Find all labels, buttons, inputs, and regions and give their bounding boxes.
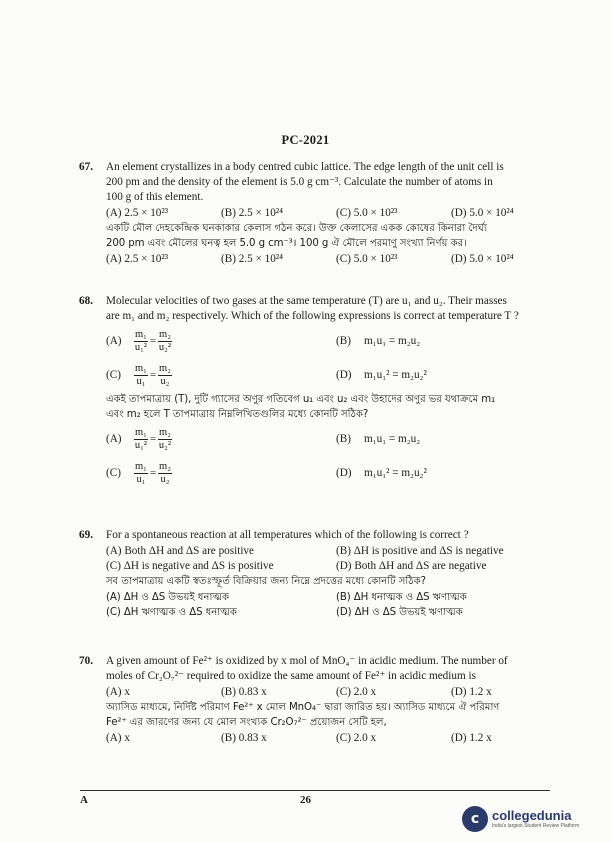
question-68 (79, 294, 549, 490)
question-70 (79, 654, 549, 746)
options-en (106, 544, 549, 574)
option-b: (B) 0.83 x (221, 686, 267, 698)
option-row-ab (106, 324, 549, 358)
question-69 (79, 528, 549, 620)
option-c: (C) $\frac{\text{m₁}}{\text{u₁}}$ = $\frac{\text{m₂}}{\text{u₂}}$ (106, 362, 171, 387)
graduate-cap-icon: c (462, 806, 488, 832)
option-c: (C) 5.0 × 10²³ (336, 253, 398, 265)
question-text-en: moles of Cr₂O₇²⁻ required to oxidize the same amount of Fe²⁺ in acidic medium is (106, 670, 476, 682)
option-b: (B) 2.5 × 10²⁴ (221, 207, 284, 219)
question-text-en: 200 pm and the density of the element is 5.0 g cm⁻³. Calculate the number of atoms in (106, 176, 493, 188)
option-c: (C) $\frac{\text{m₁}}{\text{u₁}}$ = $\frac{\text{m₂}}{\text{u₂}}$ (106, 460, 171, 485)
options-bn (106, 590, 549, 620)
collegedunia-logo (462, 806, 579, 832)
option-a: (A) 2.5 × 10²³ (106, 207, 169, 219)
question-text-bn: একই তাপমাত্রায় (T), দুটি গ্যাসের অণুর গতিবেগ u₁ এবং u₂ এবং উহাদের অণুর ভর যথাক্রমে m₁ (106, 394, 496, 405)
options-en (106, 206, 549, 221)
option-row-ab-bn (106, 422, 549, 456)
options-bn (106, 731, 549, 746)
option-d: (D) 1.2 x (451, 732, 492, 744)
question-text-bn: 200 pm এবং মৌলের ঘনত্ব হল 5.0 g cm⁻³। 100 g ঐ মৌলে পরমাণু সংখ্যা নির্ণয় কর। (106, 238, 467, 249)
question-number: 68. (79, 295, 93, 307)
question-text-en: For a spontaneous reaction at all temperatures which of the following is correct ? (106, 529, 469, 541)
page-number: 26 (300, 794, 311, 806)
question-number: 70. (79, 655, 93, 667)
question-text-bn: সব তাপমাত্রায় একটি স্বতঃস্ফূর্ত বিক্রিয়ার জন্য নিম্নে প্রদত্তের মধ্যে কোনটি সঠিক? (106, 576, 426, 587)
option-b: (B) ΔH ধনাত্মক ও ΔS ঋণাত্মক (336, 592, 467, 603)
option-c: (C) ΔH ঋণাত্মক ও ΔS ধনাত্মক (106, 607, 237, 618)
option-b: (B) ΔH is positive and ΔS is negative (336, 545, 504, 557)
question-text-en: 100 g of this element. (106, 191, 204, 203)
option-b: (B) 2.5 × 10²⁴ (221, 253, 284, 265)
question-text-en: Molecular velocities of two gases at the same temperature (T) are u₁ and u₂. Their masses (106, 295, 507, 307)
option-d: (D) 1.2 x (451, 686, 492, 698)
option-a: (A) 2.5 × 10²³ (106, 253, 169, 265)
question-text-en: are m₁ and m₂ respectively. Which of the following expressions is correct at temperature T ? (106, 310, 519, 322)
options-en (106, 685, 549, 700)
question-text-bn: এবং m₂ হলে T তাপমাত্রায় নিম্নলিখিতগুলির মধ্যে কোনটি সঠিক? (106, 409, 369, 420)
option-c: (C) ΔH is negative and ΔS is positive (106, 560, 274, 572)
options-bn (106, 252, 549, 267)
option-d: (D) ΔH ও ΔS উভয়ই ঋণাত্মক (336, 607, 463, 618)
page-header: PC-2021 (281, 133, 330, 147)
option-c: (C) 5.0 × 10²³ (336, 207, 398, 219)
option-d: (D) 5.0 × 10²⁴ (451, 253, 514, 265)
question-67 (79, 160, 549, 267)
option-a: (A) $\frac{\text{m₁}}{\text{u₁²}}$ = $\frac{\text{m₂}}{\text{u₂²}}$ (106, 328, 171, 353)
question-text-bn: অ্যাসিড মাধ্যমে, নির্দিষ্ট পরিমাণ Fe²⁺ x মোল MnO₄⁻ দ্বারা জারিত হয়। অ্যাসিড মাধ্যমে ঐ পরিমাণ (106, 702, 500, 713)
question-text-bn: একটি মৌল দেহকেন্দ্রিক ঘনকাকার কেলাস গঠন করে। উক্ত কেলাসের একক কোষের কিনারা দৈর্ঘ্য (106, 223, 487, 234)
question-text-bn: Fe²⁺ এর জারণের জন্য যে মোল সংখ্যক Cr₂O₇²⁻ প্রয়োজন সেটি হল, (106, 717, 387, 728)
logo-tagline: India's largest Student Review Platform (492, 823, 580, 829)
question-number: 67. (79, 161, 93, 173)
question-text-en: An element crystallizes in a body centred cubic lattice. The edge length of the unit cell is (106, 161, 504, 173)
option-d: (D) m₁u₁² = m₂u₂² (336, 466, 427, 479)
option-d: (D) 5.0 × 10²⁴ (451, 207, 514, 219)
option-c: (C) 2.0 x (336, 732, 377, 744)
option-row-cd (106, 358, 549, 392)
option-b: (B) m₁u₁ = m₂u₂ (336, 432, 421, 445)
footer-divider (80, 790, 550, 791)
option-b: (B) 0.83 x (221, 732, 267, 744)
question-number: 69. (79, 529, 93, 541)
option-row-cd-bn (106, 456, 549, 490)
option-d: (D) Both ΔH and ΔS are negative (336, 560, 487, 572)
option-a: (A) ΔH ও ΔS উভয়ই ধনাত্মক (106, 592, 230, 603)
option-c: (C) 2.0 x (336, 686, 377, 698)
question-text-en: A given amount of Fe²⁺ is oxidized by x mol of MnO₄⁻ in acidic medium. The number of (106, 655, 508, 667)
option-d: (D) m₁u₁² = m₂u₂² (336, 368, 427, 381)
option-b: (B) m₁u₁ = m₂u₂ (336, 334, 421, 347)
footer-set-code: A (80, 794, 88, 806)
option-a: (A) $\frac{\text{m₁}}{\text{u₁²}}$ = $\frac{\text{m₂}}{\text{u₂²}}$ (106, 426, 171, 451)
option-a: (A) Both ΔH and ΔS are positive (106, 545, 254, 557)
option-a: (A) x (106, 686, 130, 698)
logo-name: collegedunia (492, 808, 572, 823)
option-a: (A) x (106, 732, 130, 744)
